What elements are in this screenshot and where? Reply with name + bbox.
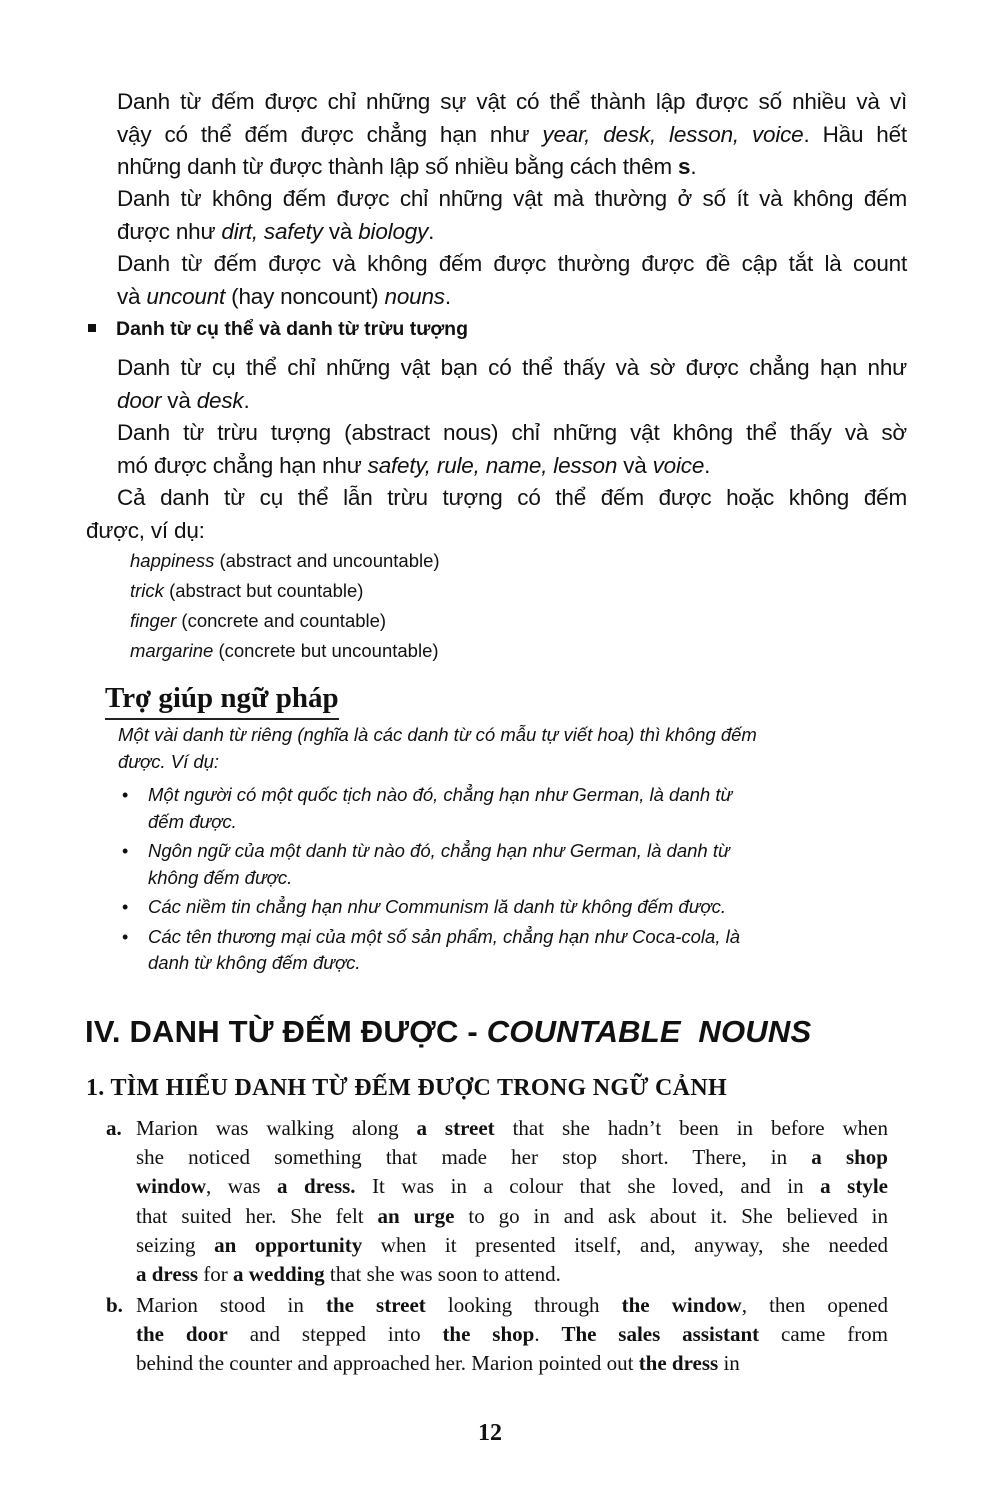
passage-line: behind the counter and approached her. Marion pointed out the dress in (136, 1351, 740, 1376)
text-line: Danh từ trừu tượng (abstract nous) chỉ những vật không thể thấy và sờ (117, 420, 907, 445)
paragraph-concrete-definition (117, 352, 907, 417)
section-subheading-1: 1. TÌM HIỂU DANH TỪ ĐẾM ĐƯỢC TRONG NGỮ CẢNH (86, 1075, 727, 1101)
bullet-dot-icon: • (122, 785, 129, 805)
square-bullet-icon (88, 324, 96, 332)
example-item: margarine (concrete but uncountable) (130, 640, 439, 661)
passage-line: seizing an opportunity when it presented itself, and, anyway, she needed (136, 1232, 889, 1257)
grammar-help-intro: Một vài danh từ riêng (nghĩa là các danh từ có mẫu tự viết hoa) thì không đếm được. Ví dụ: (118, 724, 757, 772)
example-item: trick (abstract but countable) (130, 580, 364, 601)
text-line: Danh từ không đếm được chỉ những vật mà thường ở số ít và không đếm (117, 186, 907, 211)
passage-line: window, was a dress. It was in a colour that she loved, and in a style (136, 1174, 888, 1199)
text-line: vậy có thể đếm được chẳng hạn như year, desk, lesson, voice. Hầu hết (117, 121, 907, 147)
text-line: Danh từ đếm được và không đếm được thường được đề cập tắt là count (117, 251, 907, 276)
grammar-help-bullets (122, 782, 908, 977)
paragraph-abstract-definition (117, 417, 907, 482)
passage-label: a. (106, 1116, 122, 1140)
passage-line: a dress for a wedding that she was soon to attend. (136, 1262, 561, 1287)
text-line: Danh từ cụ thể chỉ những vật bạn có thể thấy và sờ được chẳng hạn như (117, 355, 907, 380)
text-line: door và desk. (117, 387, 250, 413)
passage-a (106, 1114, 889, 1289)
example-list (130, 546, 440, 666)
bullet-item: • Các tên thương mại của một số sản phẩm, chẳng hạn như Coca-cola, là danh từ không đếm được. (122, 925, 741, 973)
passage-b (106, 1291, 889, 1379)
passage-label: b. (106, 1293, 123, 1317)
text-line: và uncount (hay noncount) nouns. (117, 283, 451, 309)
bullet-item: • Một người có một quốc tịch nào đó, chẳng hạn như German, là danh từ đếm được. (122, 784, 733, 832)
example-item: finger (concrete and countable) (130, 610, 387, 631)
section-heading-iv: IV. DANH TỪ ĐẾM ĐƯỢC - COUNTABLE NOUNS (85, 1014, 812, 1049)
bullet-item: • Các niềm tin chẳng hạn như Communism lă danh từ không đếm được. (148, 894, 908, 921)
passage-line: she noticed something that made her stop short. There, in a shop (136, 1145, 888, 1170)
passage-line: Marion stood in the street looking through the window, then opened (136, 1293, 888, 1317)
subheading-concrete-abstract: Danh từ cụ thể và danh từ trừu tượng (88, 314, 468, 344)
text-line: được như dirt, safety và biology. (117, 218, 435, 244)
text-line: Danh từ đếm được chỉ những sự vật có thể thành lập được số nhiều và vì (117, 89, 907, 114)
passage-line: the door and stepped into the shop. The sales assistant came from (136, 1322, 889, 1347)
page-number: 12 (478, 1420, 502, 1446)
text-line: những danh từ được thành lập số nhiều bằng cách thêm s. (117, 154, 697, 179)
bullet-dot-icon: • (122, 841, 129, 861)
paragraph-countable-definition (117, 86, 907, 184)
text-line: mó được chẳng hạn như safety, rule, name, lesson và voice. (117, 452, 711, 478)
passage-line: that suited her. She felt an urge to go in and ask about it. She believed in (136, 1203, 888, 1228)
bullet-dot-icon: • (122, 897, 129, 917)
paragraph-both-types (86, 482, 907, 547)
passage-line: Marion was walking along a street that she hadn’t been in before when (136, 1116, 888, 1140)
paragraph-uncountable-definition (117, 183, 907, 248)
paragraph-count-uncount-terms (117, 248, 907, 313)
example-item: happiness (abstract and uncountable) (130, 550, 440, 571)
text-line: Cả danh từ cụ thể lẫn trừu tượng có thể đếm được hoặc không đếm (117, 485, 907, 510)
text-line: được, ví dụ: (86, 517, 205, 543)
bullet-item: • Ngôn ngữ của một danh từ nào đó, chẳng hạn như German, là danh từ không đếm được. (122, 840, 730, 888)
grammar-help-title: Trợ giúp ngữ pháp (105, 680, 339, 720)
bullet-dot-icon: • (122, 926, 129, 947)
